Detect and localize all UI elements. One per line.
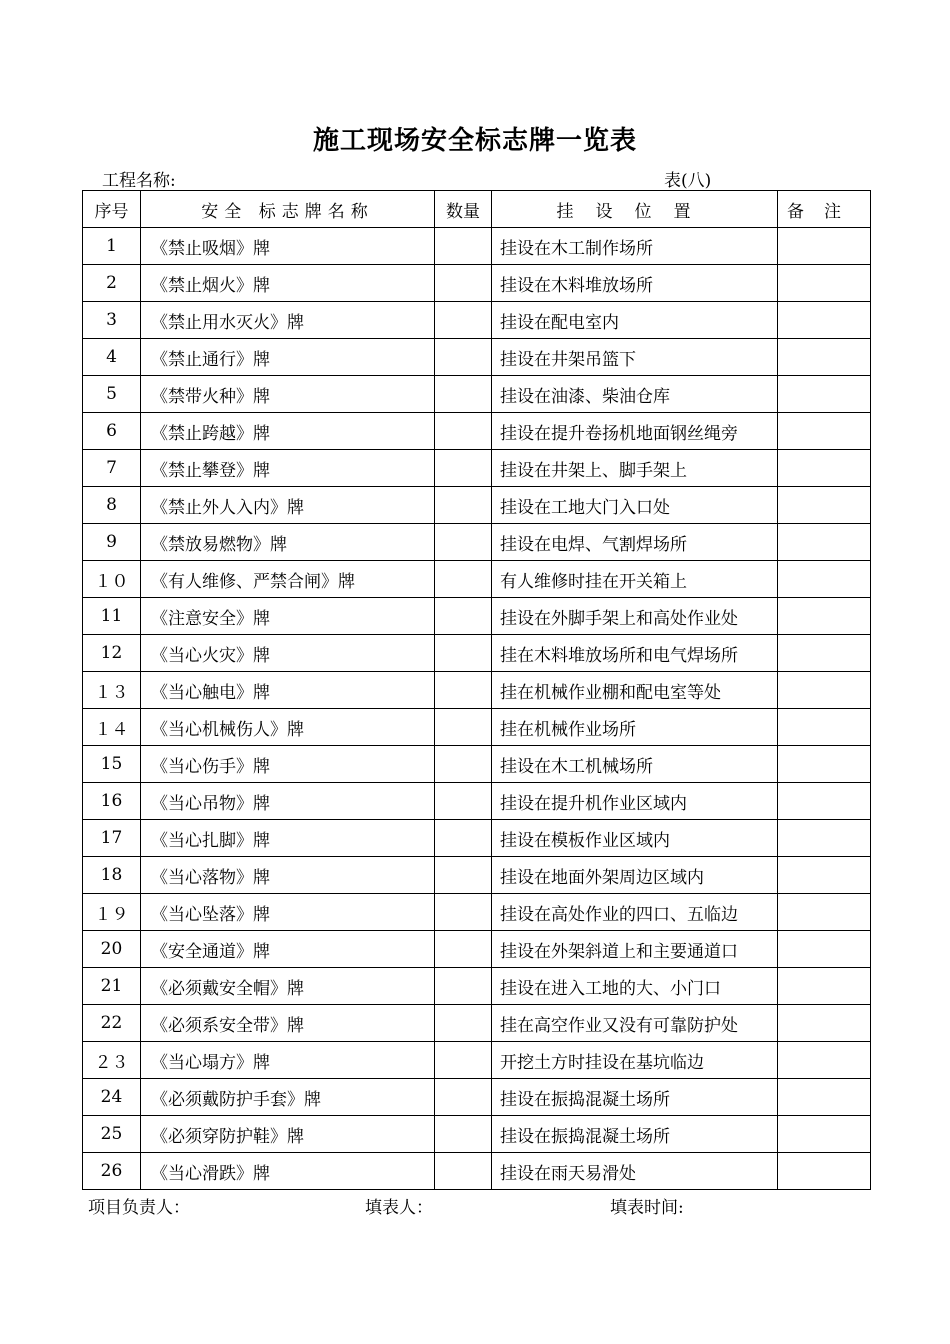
table-row	[83, 450, 871, 487]
table-number: 表(八)	[664, 171, 712, 191]
row-number-cell: 4	[83, 339, 141, 376]
row-number-cell: １３	[83, 672, 141, 709]
row-number-cell: 26	[83, 1153, 141, 1190]
table-row	[83, 931, 871, 968]
quantity-cell	[435, 1153, 492, 1190]
note-cell	[778, 783, 871, 820]
quantity-cell	[435, 635, 492, 672]
note-cell	[778, 376, 871, 413]
hanging-position-cell: 挂设在井架上、脚手架上	[492, 450, 778, 487]
project-manager-label: 项目负责人：	[88, 1198, 190, 1218]
hanging-position-cell: 挂设在木料堆放场所	[492, 265, 778, 302]
sign-name-cell: 《必须穿防护鞋》牌	[141, 1116, 435, 1153]
table-row	[83, 857, 871, 894]
table-row	[83, 746, 871, 783]
sign-name-cell: 《当心火灾》牌	[141, 635, 435, 672]
header-note: 备注	[778, 191, 871, 228]
table-row	[83, 524, 871, 561]
row-number-cell: １０	[83, 561, 141, 598]
hanging-position-cell: 挂设在振捣混凝土场所	[492, 1116, 778, 1153]
sign-name-cell: 《当心落物》牌	[141, 857, 435, 894]
table-row	[83, 894, 871, 931]
hanging-position-cell: 挂在机械作业场所	[492, 709, 778, 746]
note-cell	[778, 820, 871, 857]
note-cell	[778, 1116, 871, 1153]
note-cell	[778, 450, 871, 487]
note-cell	[778, 524, 871, 561]
hanging-position-cell: 挂设在雨天易滑处	[492, 1153, 778, 1190]
header-sign-name: 安全 标志牌名称	[141, 191, 435, 228]
header-position: 挂设位置	[492, 191, 778, 228]
note-cell	[778, 635, 871, 672]
quantity-cell	[435, 1079, 492, 1116]
note-cell	[778, 487, 871, 524]
row-number-cell: 17	[83, 820, 141, 857]
row-number-cell: ２３	[83, 1042, 141, 1079]
quantity-cell	[435, 1005, 492, 1042]
quantity-cell	[435, 709, 492, 746]
hanging-position-cell: 挂在高空作业又没有可靠防护处	[492, 1005, 778, 1042]
table-header-row	[83, 191, 871, 228]
table-row	[83, 968, 871, 1005]
row-number-cell: 5	[83, 376, 141, 413]
row-number-cell: 18	[83, 857, 141, 894]
header-no: 序号	[83, 191, 141, 228]
quantity-cell	[435, 1116, 492, 1153]
row-number-cell: 11	[83, 598, 141, 635]
quantity-cell	[435, 228, 492, 265]
quantity-cell	[435, 894, 492, 931]
sign-name-cell: 《禁止通行》牌	[141, 339, 435, 376]
note-cell	[778, 1005, 871, 1042]
note-cell	[778, 968, 871, 1005]
table-row	[83, 413, 871, 450]
sign-name-cell: 《禁止外人入内》牌	[141, 487, 435, 524]
sign-name-cell: 《安全通道》牌	[141, 931, 435, 968]
sign-name-cell: 《必须系安全带》牌	[141, 1005, 435, 1042]
quantity-cell	[435, 746, 492, 783]
table-row	[83, 265, 871, 302]
sign-name-cell: 《当心触电》牌	[141, 672, 435, 709]
sign-name-cell: 《注意安全》牌	[141, 598, 435, 635]
table-row	[83, 1153, 871, 1190]
quantity-cell	[435, 376, 492, 413]
hanging-position-cell: 挂在木料堆放场所和电气焊场所	[492, 635, 778, 672]
hanging-position-cell: 挂设在油漆、柴油仓库	[492, 376, 778, 413]
document-title: 施工现场安全标志牌一览表	[312, 126, 637, 156]
row-number-cell: 3	[83, 302, 141, 339]
table-row	[83, 709, 871, 746]
table-row	[83, 339, 871, 376]
note-cell	[778, 672, 871, 709]
hanging-position-cell: 挂设在进入工地的大、小门口	[492, 968, 778, 1005]
quantity-cell	[435, 413, 492, 450]
hanging-position-cell: 挂设在工地大门入口处	[492, 487, 778, 524]
row-number-cell: 16	[83, 783, 141, 820]
quantity-cell	[435, 1042, 492, 1079]
hanging-position-cell: 挂设在振捣混凝土场所	[492, 1079, 778, 1116]
hanging-position-cell: 挂设在木工机械场所	[492, 746, 778, 783]
fill-date-label: 填表时间:	[610, 1198, 684, 1218]
hanging-position-cell: 挂设在高处作业的四口、五临边	[492, 894, 778, 931]
table-row	[83, 672, 871, 709]
note-cell	[778, 598, 871, 635]
table-body	[83, 228, 871, 1190]
sign-name-cell: 《当心坠落》牌	[141, 894, 435, 931]
note-cell	[778, 894, 871, 931]
sign-name-cell: 《禁止跨越》牌	[141, 413, 435, 450]
hanging-position-cell: 挂在机械作业棚和配电室等处	[492, 672, 778, 709]
table-row	[83, 302, 871, 339]
sign-name-cell: 《禁止用水灭火》牌	[141, 302, 435, 339]
note-cell	[778, 228, 871, 265]
sign-name-cell: 《当心吊物》牌	[141, 783, 435, 820]
row-number-cell: 2	[83, 265, 141, 302]
table-row	[83, 1079, 871, 1116]
row-number-cell: 12	[83, 635, 141, 672]
note-cell	[778, 265, 871, 302]
quantity-cell	[435, 561, 492, 598]
project-name-label: 工程名称:	[102, 171, 176, 191]
hanging-position-cell: 挂设在井架吊篮下	[492, 339, 778, 376]
note-cell	[778, 561, 871, 598]
note-cell	[778, 1079, 871, 1116]
hanging-position-cell: 挂设在木工制作场所	[492, 228, 778, 265]
hanging-position-cell: 挂设在提升卷扬机地面钢丝绳旁	[492, 413, 778, 450]
note-cell	[778, 1042, 871, 1079]
table-row	[83, 1005, 871, 1042]
note-cell	[778, 1153, 871, 1190]
table-row	[83, 598, 871, 635]
quantity-cell	[435, 524, 492, 561]
table-row	[83, 635, 871, 672]
row-number-cell: 25	[83, 1116, 141, 1153]
table-row	[83, 783, 871, 820]
sign-name-cell: 《禁止攀登》牌	[141, 450, 435, 487]
table-row	[83, 487, 871, 524]
table-row	[83, 376, 871, 413]
sign-name-cell: 《当心伤手》牌	[141, 746, 435, 783]
quantity-cell	[435, 598, 492, 635]
hanging-position-cell: 有人维修时挂在开关箱上	[492, 561, 778, 598]
quantity-cell	[435, 339, 492, 376]
note-cell	[778, 746, 871, 783]
row-number-cell: 1	[83, 228, 141, 265]
row-number-cell: 22	[83, 1005, 141, 1042]
table-row	[83, 561, 871, 598]
hanging-position-cell: 挂设在外架斜道上和主要通道口	[492, 931, 778, 968]
sign-name-cell: 《禁放易燃物》牌	[141, 524, 435, 561]
hanging-position-cell: 挂设在模板作业区域内	[492, 820, 778, 857]
hanging-position-cell: 挂设在电焊、气割焊场所	[492, 524, 778, 561]
safety-sign-table	[82, 190, 871, 1190]
note-cell	[778, 302, 871, 339]
hanging-position-cell: 开挖土方时挂设在基坑临边	[492, 1042, 778, 1079]
table-row	[83, 1042, 871, 1079]
quantity-cell	[435, 968, 492, 1005]
row-number-cell: 7	[83, 450, 141, 487]
sign-name-cell: 《当心塌方》牌	[141, 1042, 435, 1079]
row-number-cell: 24	[83, 1079, 141, 1116]
hanging-position-cell: 挂设在配电室内	[492, 302, 778, 339]
quantity-cell	[435, 783, 492, 820]
header-quantity: 数量	[435, 191, 492, 228]
sign-name-cell: 《必须戴防护手套》牌	[141, 1079, 435, 1116]
sign-name-cell: 《当心滑跌》牌	[141, 1153, 435, 1190]
note-cell	[778, 931, 871, 968]
quantity-cell	[435, 487, 492, 524]
note-cell	[778, 857, 871, 894]
sign-name-cell: 《禁止烟火》牌	[141, 265, 435, 302]
table-row	[83, 1116, 871, 1153]
note-cell	[778, 709, 871, 746]
note-cell	[778, 339, 871, 376]
quantity-cell	[435, 265, 492, 302]
form-filler-label: 填表人：	[365, 1198, 433, 1218]
quantity-cell	[435, 672, 492, 709]
row-number-cell: １４	[83, 709, 141, 746]
quantity-cell	[435, 450, 492, 487]
hanging-position-cell: 挂设在外脚手架上和高处作业处	[492, 598, 778, 635]
sign-name-cell: 《禁带火种》牌	[141, 376, 435, 413]
sign-name-cell: 《当心扎脚》牌	[141, 820, 435, 857]
table-row	[83, 228, 871, 265]
row-number-cell: １９	[83, 894, 141, 931]
note-cell	[778, 413, 871, 450]
quantity-cell	[435, 931, 492, 968]
sign-name-cell: 《禁止吸烟》牌	[141, 228, 435, 265]
sign-name-cell: 《当心机械伤人》牌	[141, 709, 435, 746]
row-number-cell: 8	[83, 487, 141, 524]
row-number-cell: 9	[83, 524, 141, 561]
quantity-cell	[435, 820, 492, 857]
row-number-cell: 20	[83, 931, 141, 968]
hanging-position-cell: 挂设在提升机作业区域内	[492, 783, 778, 820]
quantity-cell	[435, 302, 492, 339]
hanging-position-cell: 挂设在地面外架周边区域内	[492, 857, 778, 894]
sign-name-cell: 《有人维修、严禁合闸》牌	[141, 561, 435, 598]
row-number-cell: 21	[83, 968, 141, 1005]
row-number-cell: 6	[83, 413, 141, 450]
table-row	[83, 820, 871, 857]
quantity-cell	[435, 857, 492, 894]
row-number-cell: 15	[83, 746, 141, 783]
sign-name-cell: 《必须戴安全帽》牌	[141, 968, 435, 1005]
